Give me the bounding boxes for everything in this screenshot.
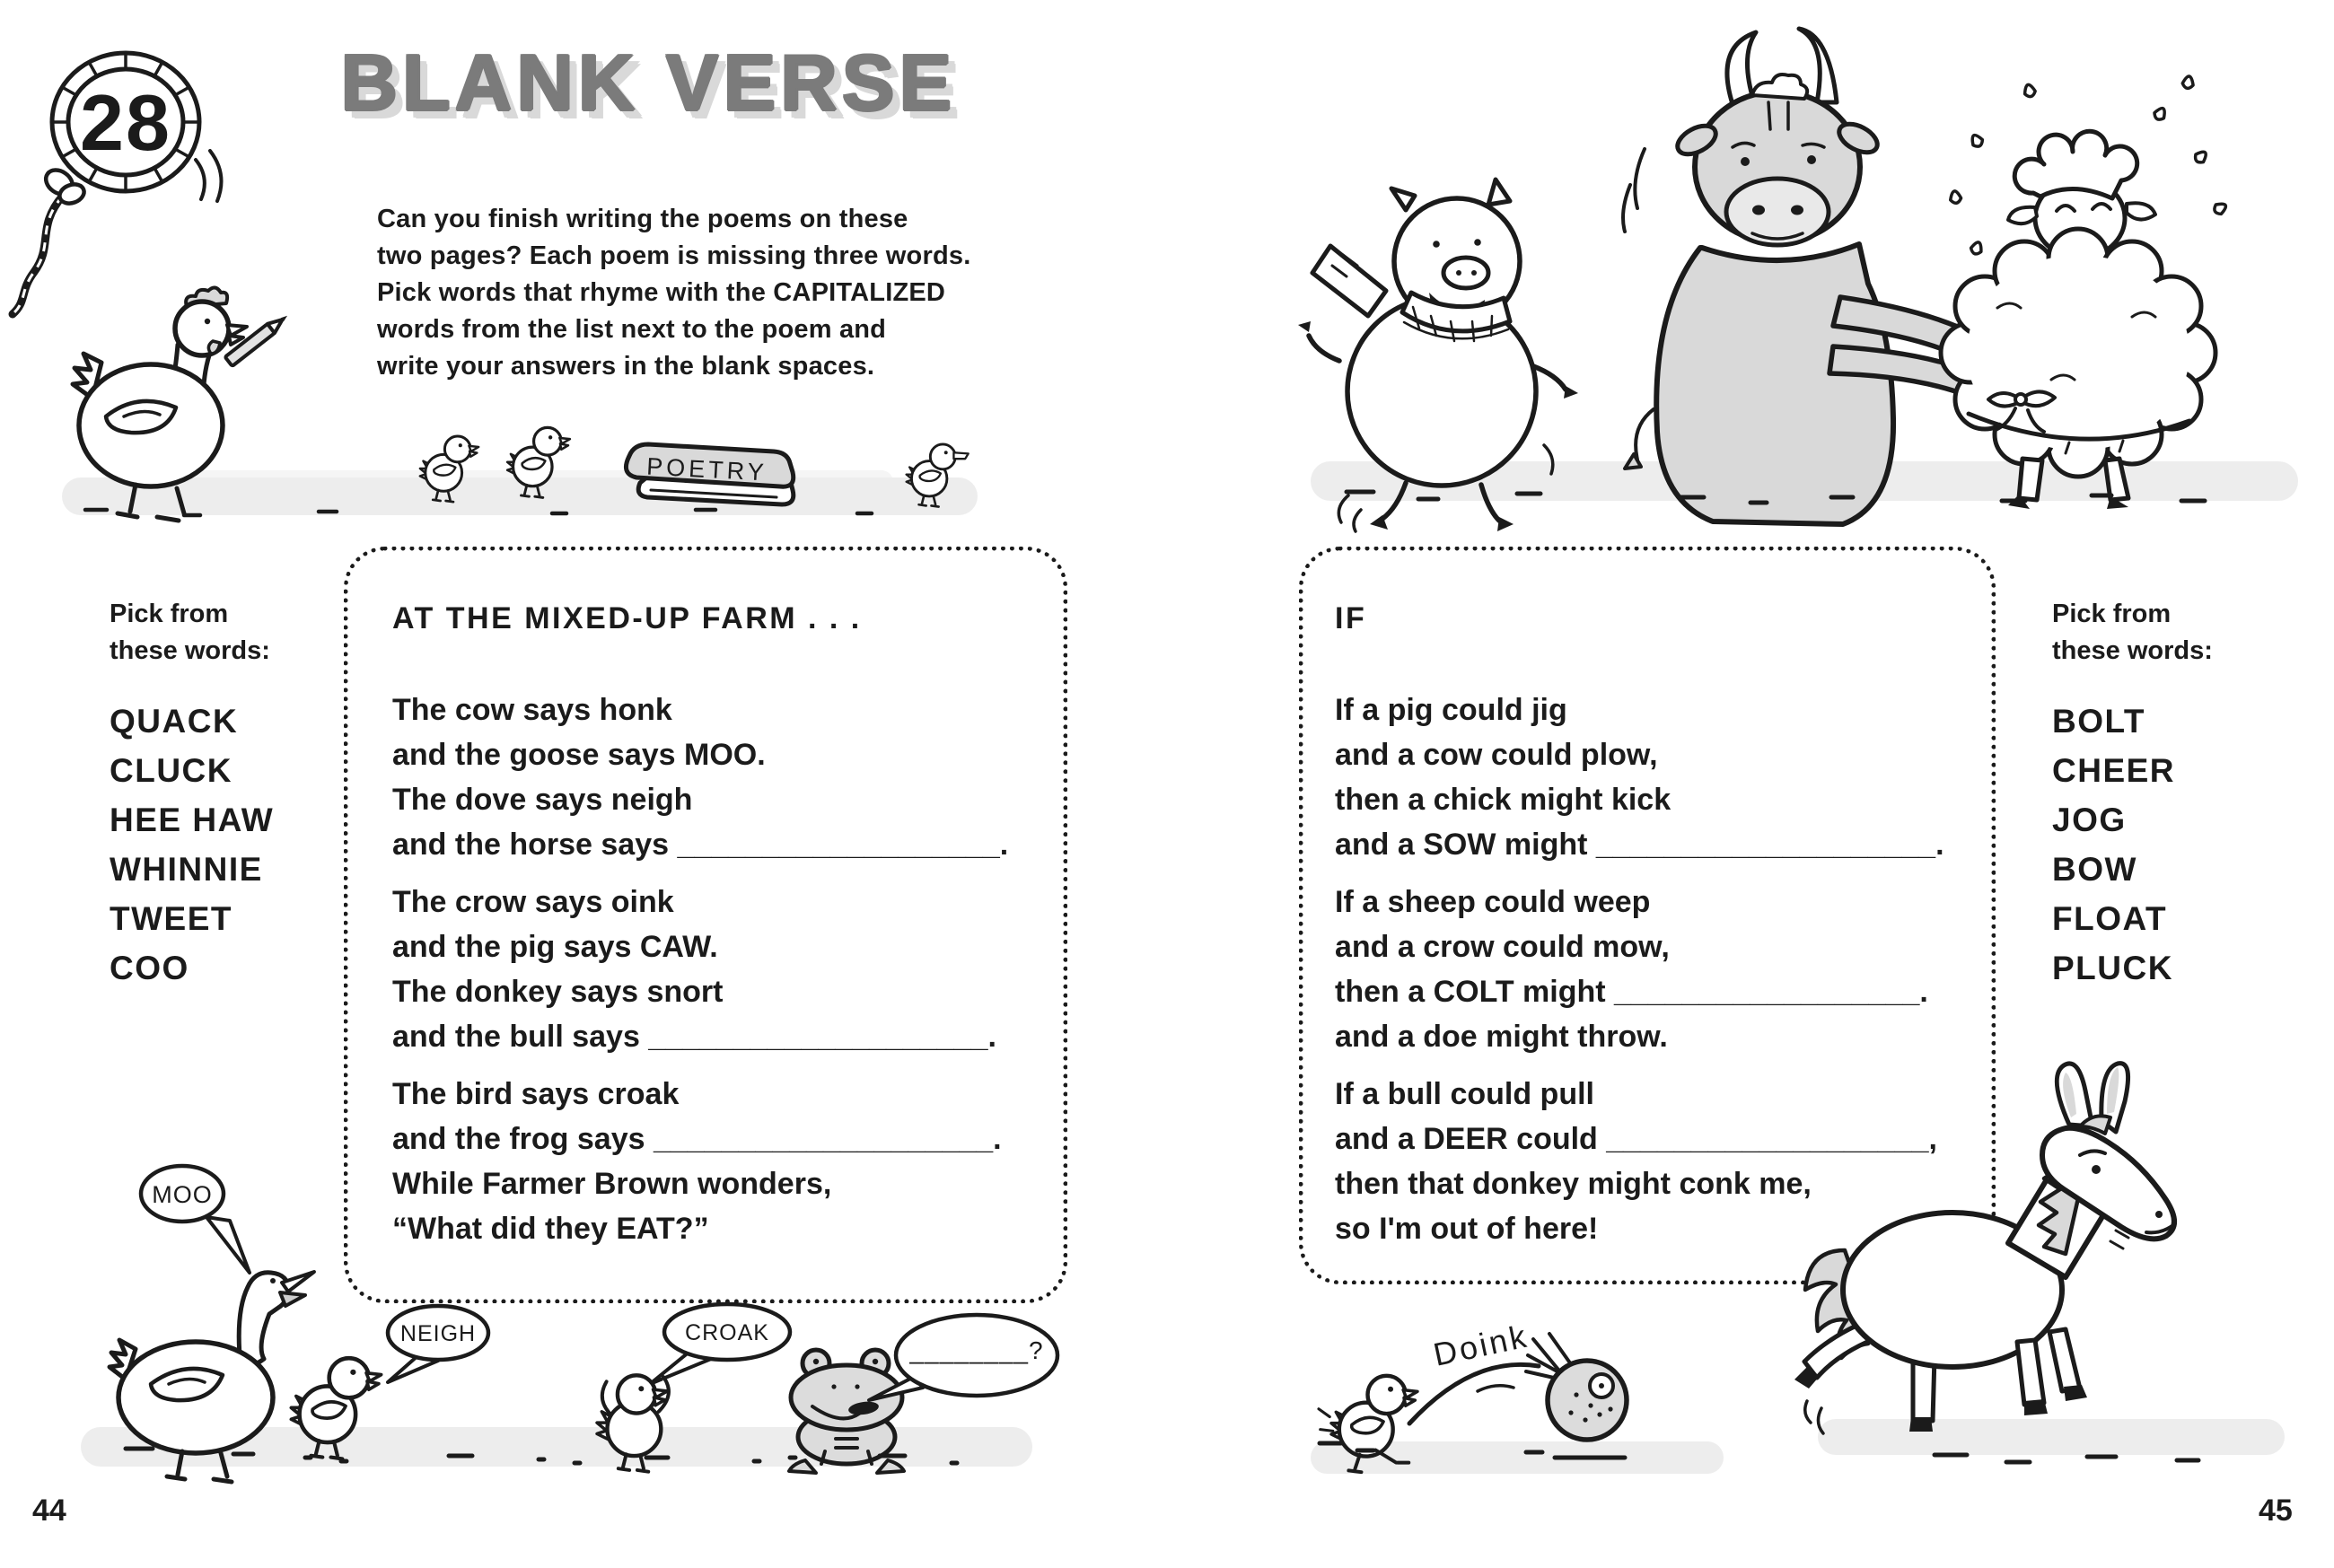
poem-line: The donkey says snort xyxy=(392,975,724,1009)
blank-speech-bubble xyxy=(869,1315,1057,1400)
poem-line: If a pig could jig xyxy=(1335,693,1567,727)
poem-line: and the pig says CAW. xyxy=(392,930,718,964)
word-option: COO xyxy=(110,950,189,986)
instructions-line: words from the list next to the poem and xyxy=(377,315,887,344)
croak-speech-bubble xyxy=(650,1304,790,1384)
word-option: BOW xyxy=(2052,851,2137,888)
word-option: TWEET xyxy=(110,900,233,937)
poem-line: and a crow could mow, xyxy=(1335,930,1670,964)
ball-illustration xyxy=(1548,1361,1627,1440)
instructions-line: two pages? Each poem is missing three words. xyxy=(377,241,971,270)
poem-blank-line: and the bull says ____________________. xyxy=(392,1020,996,1054)
neigh-speech-bubble-text: NEIGH xyxy=(399,1321,477,1346)
page-number-right: 45 xyxy=(2259,1494,2293,1528)
page-title: BLANK VERSE xyxy=(339,37,955,126)
doink-sound-text: Doink xyxy=(1430,1317,1532,1373)
poetry-book-label: POETRY xyxy=(645,452,768,486)
word-option: FLOAT xyxy=(2052,900,2168,937)
word-list-label xyxy=(2052,596,2213,670)
poem-blank-line: and a DEER could ___________________, xyxy=(1335,1122,1937,1156)
poem-line: so I'm out of here! xyxy=(1335,1212,1599,1246)
poem-line: and a doe might throw. xyxy=(1335,1020,1668,1054)
instructions-line: Pick words that rhyme with the CAPITALIZED xyxy=(377,278,946,307)
poem-line: then a chick might kick xyxy=(1335,783,1672,817)
blank-speech-bubble-text: ________? xyxy=(909,1336,1044,1364)
word-option: QUACK xyxy=(110,703,239,740)
poem-line: and a cow could plow, xyxy=(1335,738,1658,772)
word-option: CLUCK xyxy=(110,752,233,789)
poem-line: “What did they EAT?” xyxy=(392,1212,709,1246)
moo-speech-bubble xyxy=(141,1166,250,1273)
word-option: CHEER xyxy=(2052,752,2176,789)
page-number-left: 44 xyxy=(32,1494,66,1528)
donkey-illustration xyxy=(1800,1055,2303,1503)
sheep-illustration xyxy=(1941,75,2228,509)
poem-line: and the goose says MOO. xyxy=(392,738,766,772)
neigh-speech-bubble xyxy=(388,1306,488,1382)
poem-line: The bird says croak xyxy=(392,1077,680,1111)
goose-chicks-frog-scene-illustration xyxy=(72,1160,1077,1494)
word-option: PLUCK xyxy=(2052,950,2173,986)
instructions-line: Can you finish writing the poems on these xyxy=(377,205,908,233)
word-list-right xyxy=(2052,596,2213,993)
poem-line: The cow says honk xyxy=(392,693,672,727)
poem-left xyxy=(392,601,1057,1251)
poetry-book-illustration xyxy=(626,444,793,504)
word-option: WHINNIE xyxy=(110,851,263,888)
word-list-left xyxy=(110,596,274,993)
bull-illustration xyxy=(1623,29,1998,524)
poem-title: IF xyxy=(1335,601,1367,635)
pig-bull-sheep-scene-illustration xyxy=(1284,7,2334,528)
poem-blank-line: then a COLT might __________________. xyxy=(1335,975,1928,1009)
word-option: JOG xyxy=(2052,802,2127,838)
word-list-label-line: Pick from xyxy=(2052,600,2172,628)
poem-line: then that donkey might conk me, xyxy=(1335,1167,1812,1201)
poem-line: The dove says neigh xyxy=(392,783,693,817)
word-option: BOLT xyxy=(2052,703,2145,740)
word-list-label-line: Pick from xyxy=(110,600,229,628)
lasso-rope-badge-illustration xyxy=(0,16,233,312)
hen-and-chicks-scene-illustration xyxy=(49,285,1001,532)
poem-blank-line: and the frog says ____________________. xyxy=(392,1122,1002,1156)
word-option: HEE HAW xyxy=(110,802,275,838)
croak-speech-bubble-text: CROAK xyxy=(685,1320,769,1345)
poem-line: The crow says oink xyxy=(392,885,674,919)
chick-kicking-ball-illustration xyxy=(1302,1309,1804,1515)
poem-line: If a sheep could weep xyxy=(1335,885,1651,919)
word-list-label-line: these words: xyxy=(110,636,270,665)
poem-blank-line: and a SOW might ____________________. xyxy=(1335,828,1944,862)
moo-speech-bubble-text: MOO xyxy=(152,1181,213,1208)
poem-line: If a bull could pull xyxy=(1335,1077,1594,1111)
word-list-label-line: these words: xyxy=(2052,636,2213,665)
poem-title: AT THE MIXED-UP FARM . . . xyxy=(392,601,862,635)
poem-blank-line: and the horse says ___________________. xyxy=(392,828,1009,862)
poem-line: While Farmer Brown wonders, xyxy=(392,1167,832,1201)
word-list-label xyxy=(110,596,274,670)
puzzle-number: 28 xyxy=(80,78,171,167)
instructions-line: write your answers in the blank spaces. xyxy=(377,352,875,381)
